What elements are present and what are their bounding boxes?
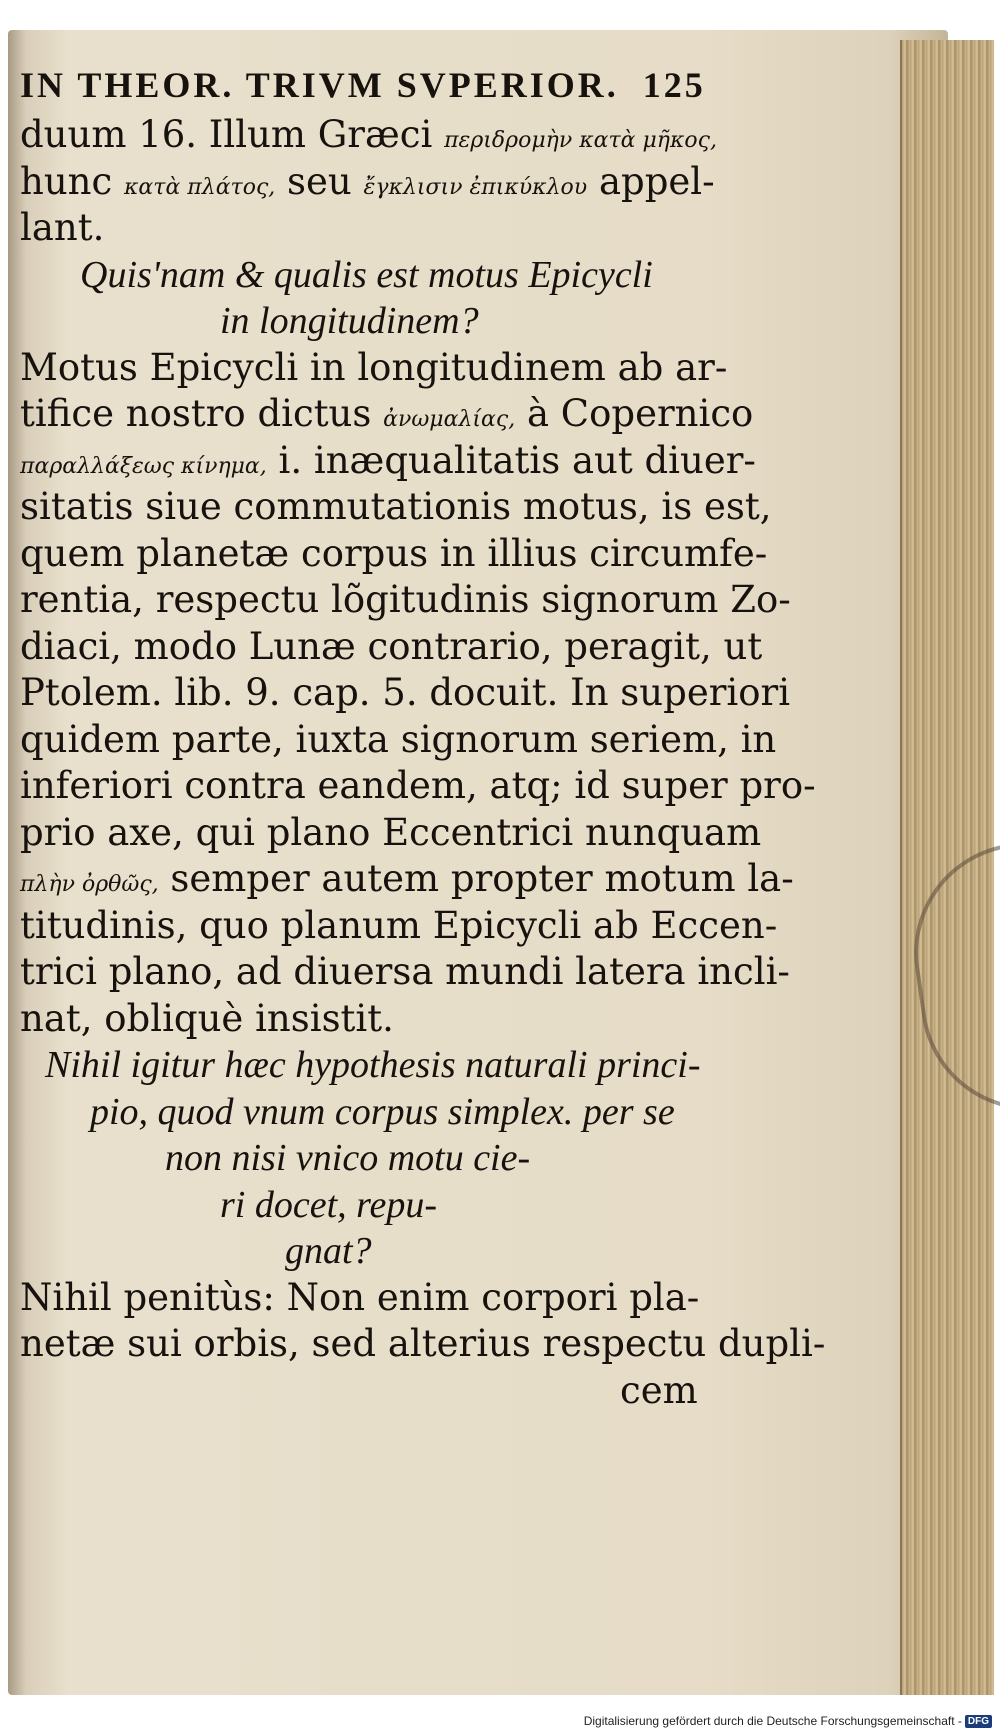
- line-text: quem planetæ corpus in illius circumfe-: [20, 531, 768, 575]
- line-text: sitatis siue commutationis motus, is est,: [20, 485, 772, 528]
- italic-question-line: [285, 1228, 372, 1274]
- line-text: i. inæqualitatis aut diuer-: [266, 438, 756, 482]
- text-line: [20, 577, 791, 623]
- line-text: netæ sui orbis, sed alterius respectu dupli-: [20, 1322, 826, 1365]
- line-text: Nihil igitur hæc hypothesis naturali princi-: [45, 1044, 701, 1086]
- dfg-logo: DFG: [965, 1715, 992, 1728]
- italic-question-line: [165, 1135, 530, 1181]
- text-line: [20, 624, 762, 670]
- text-line: [20, 112, 717, 164]
- line-text: hunc: [20, 159, 124, 203]
- line-text: prio axe, qui plano Eccentrici nunquam: [20, 810, 762, 854]
- text-line: [20, 1275, 699, 1321]
- greek-phrase: ἔγκλισιν ἐπικύκλου: [363, 174, 588, 200]
- line-text: seu: [275, 159, 364, 203]
- line-text: Nihil penitùs: Non enim corpori pla-: [20, 1275, 700, 1319]
- italic-question-line: [90, 1089, 675, 1135]
- line-text: Motus Epicycli in longitudinem ab ar-: [20, 345, 728, 389]
- text-line: [20, 1321, 825, 1367]
- line-text: Ptolem. lib. 9. cap. 5. docuit. In superiori: [20, 671, 791, 714]
- italic-question-line: [220, 1182, 437, 1228]
- line-text: pio, quod vnum corpus simplex. per se: [90, 1090, 675, 1133]
- text-line: [20, 763, 816, 809]
- line-text: rentia, respectu lõgitudinis signorum Zo-: [20, 578, 791, 621]
- line-text: titudinis, quo planum Epicycli ab Eccen-: [20, 903, 778, 947]
- greek-phrase: πλὴν ὀρθῶς,: [20, 872, 159, 897]
- line-text: in longitudinem?: [220, 300, 479, 342]
- text-line: [20, 903, 777, 949]
- line-text: tifice nostro dictus: [20, 392, 384, 435]
- text-line: [20, 205, 104, 251]
- line-text: semper autem propter motum la-: [158, 857, 794, 900]
- italic-question-line: [220, 298, 479, 344]
- line-text: ri docet, repu-: [220, 1183, 438, 1226]
- line-text: nat, obliquè insistit.: [20, 996, 394, 1040]
- credit-text: Digitalisierung gefördert durch die Deutsche Forschungsgemeinschaft -: [583, 1714, 962, 1728]
- text-line: [20, 810, 761, 856]
- line-text: gnat?: [285, 1230, 372, 1272]
- text-line: [20, 391, 753, 443]
- text-line: [20, 531, 767, 577]
- text-line: [20, 484, 772, 530]
- digitization-credit: [584, 1714, 992, 1728]
- line-text: non nisi vnico motu cie-: [165, 1137, 531, 1179]
- text-line: [20, 438, 756, 490]
- greek-phrase: παραλλάξεως κίνημα,: [20, 453, 267, 479]
- text-line: [20, 717, 776, 763]
- line-text: duum 16. Illum Græci: [20, 113, 445, 156]
- line-text: inferiori contra eandem, atq; id super pro-: [20, 764, 816, 807]
- text-line: [20, 856, 794, 908]
- running-header: [20, 62, 706, 108]
- text-line: [20, 345, 727, 391]
- line-text: quidem parte, iuxta signorum seriem, in: [20, 717, 777, 761]
- line-text: à Copernico: [515, 392, 754, 435]
- text-line: [20, 996, 394, 1042]
- line-text: trici plano, ad diuersa mundi latera incli-: [20, 950, 790, 993]
- line-text: appel-: [587, 159, 715, 203]
- text-line: [20, 949, 790, 995]
- line-text: cem: [620, 1368, 698, 1412]
- text-line: [20, 159, 715, 211]
- line-text: Quis'nam & qualis est motus Epicycli: [80, 253, 653, 296]
- italic-question-line: [80, 252, 653, 298]
- greek-phrase: περιδρομὴν κατὰ μῆκος,: [444, 128, 717, 153]
- line-text: lant.: [20, 206, 105, 249]
- line-text: diaci, modo Lunæ contrario, peragit, ut: [20, 624, 763, 668]
- italic-question-line: [45, 1042, 701, 1088]
- greek-phrase: ἀνωμαλίας,: [383, 407, 516, 432]
- running-title: IN THEOR. TRIVM SVPERIOR.: [20, 65, 619, 105]
- text-line: [20, 670, 790, 716]
- text-line: [620, 1368, 698, 1414]
- page-number: 125: [642, 65, 706, 105]
- greek-phrase: κατὰ πλάτος,: [123, 174, 276, 200]
